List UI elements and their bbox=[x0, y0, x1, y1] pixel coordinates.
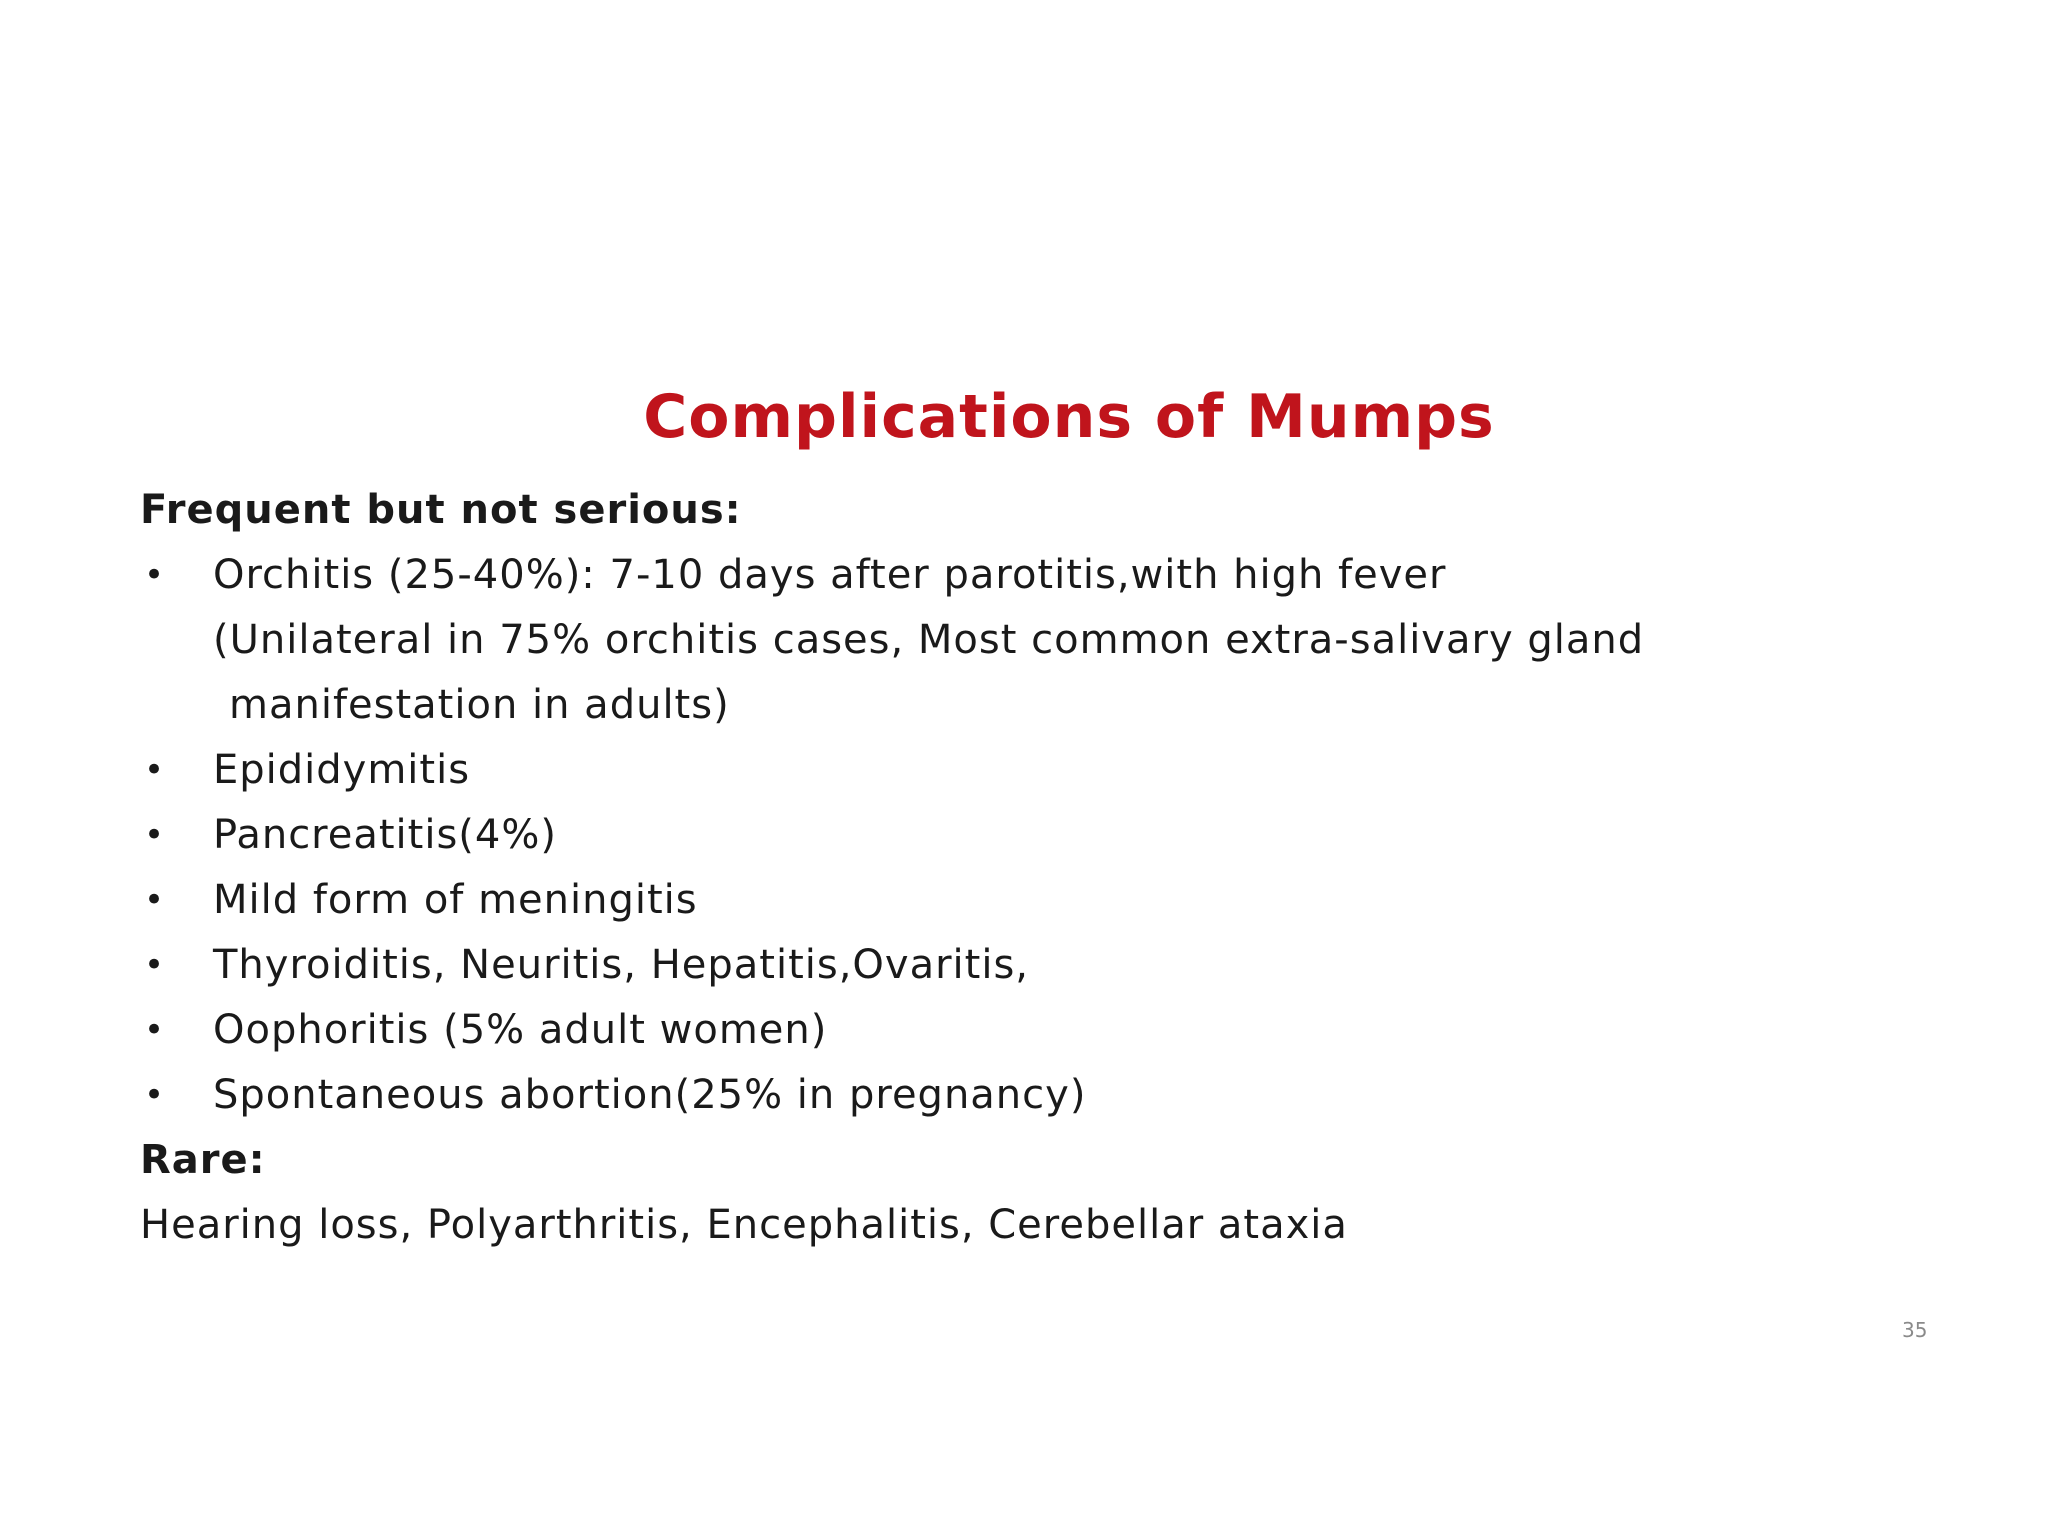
bullet-icon: • bbox=[144, 945, 166, 985]
list-item-line: Spontaneous abortion(25% in pregnancy) bbox=[213, 1072, 1087, 1118]
bullet-icon: • bbox=[144, 555, 166, 595]
bullet-icon: • bbox=[144, 1010, 166, 1050]
list-item-thyroiditis bbox=[140, 933, 2020, 998]
list-item-orchitis bbox=[140, 543, 2020, 738]
slide-content bbox=[140, 478, 2020, 1258]
rare-heading: Rare: bbox=[140, 1137, 266, 1183]
list-item-line: Thyroiditis, Neuritis, Hepatitis,Ovaritis, bbox=[213, 942, 1030, 988]
list-item-abortion bbox=[140, 1063, 2020, 1128]
list-item-line: (Unilateral in 75% orchitis cases, Most common extra-salivary gland bbox=[213, 617, 1645, 663]
list-item-line: Orchitis (25-40%): 7-10 days after parotitis,with high fever bbox=[213, 552, 1447, 598]
list-item-oophoritis bbox=[140, 998, 2020, 1063]
list-item-line: Oophoritis (5% adult women) bbox=[213, 1007, 828, 1053]
slide-title: Complications of Mumps bbox=[643, 382, 1495, 452]
frequent-list bbox=[140, 543, 2020, 1128]
bullet-icon: • bbox=[144, 750, 166, 790]
list-item-epididymitis bbox=[140, 738, 2020, 803]
list-item-line: Epididymitis bbox=[213, 747, 471, 793]
list-item-line: Mild form of meningitis bbox=[213, 877, 698, 923]
list-item-line: Pancreatitis(4%) bbox=[213, 812, 557, 858]
frequent-heading: Frequent but not serious: bbox=[140, 487, 742, 533]
rare-text: Hearing loss, Polyarthritis, Encephalitis, Cerebellar ataxia bbox=[140, 1202, 1348, 1248]
bullet-icon: • bbox=[144, 1075, 166, 1115]
list-item-pancreatitis bbox=[140, 803, 2020, 868]
bullet-icon: • bbox=[144, 880, 166, 920]
page-number: 35 bbox=[1902, 1318, 1928, 1342]
list-item-line: manifestation in adults) bbox=[229, 682, 730, 728]
bullet-icon: • bbox=[144, 815, 166, 855]
list-item-meningitis bbox=[140, 868, 2020, 933]
